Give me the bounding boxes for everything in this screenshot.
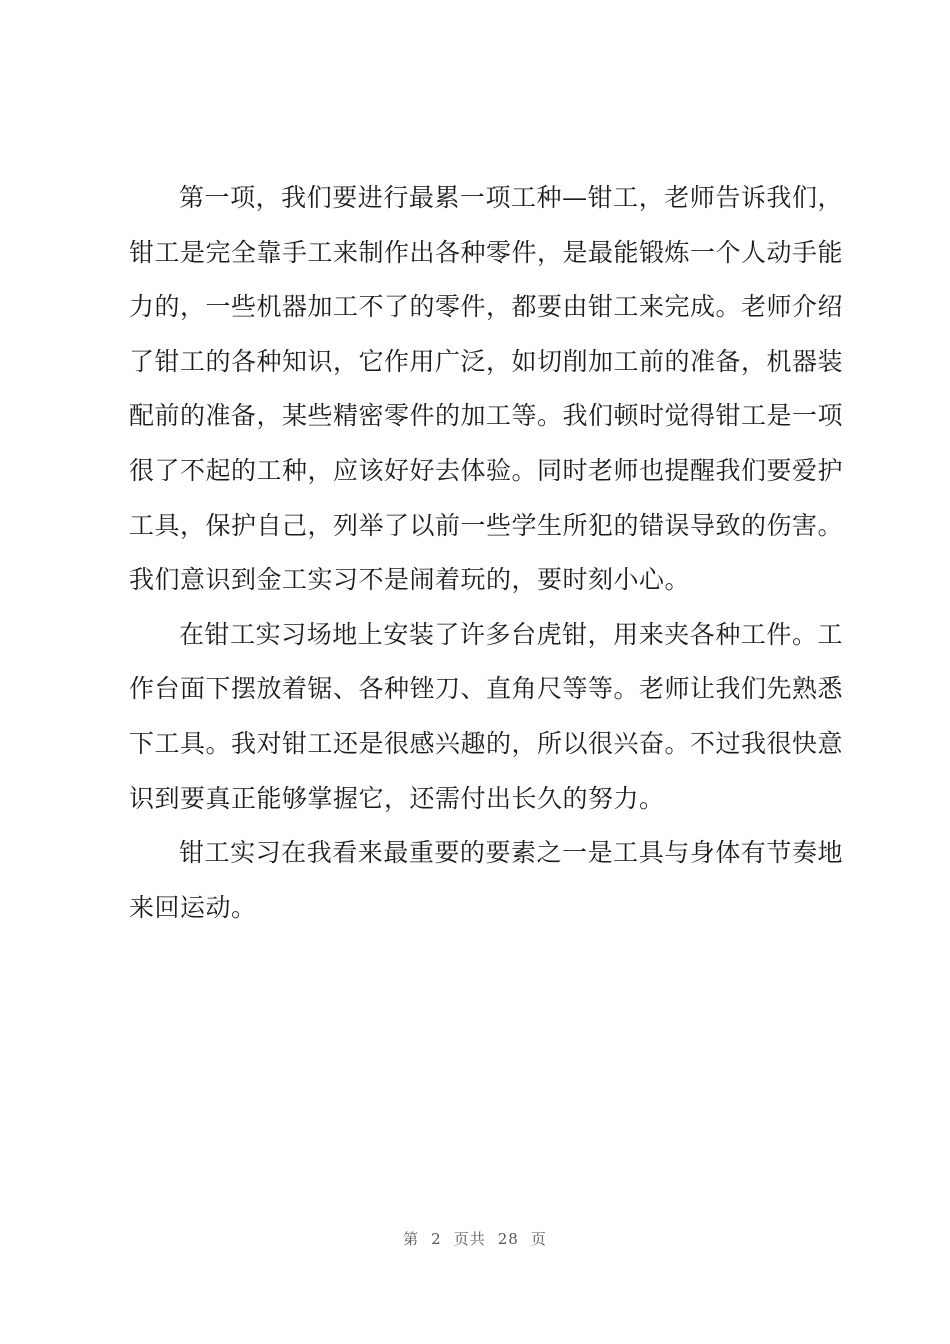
footer-middle: 页共 (453, 1230, 486, 1248)
document-body (129, 171, 843, 935)
footer-current-page: 2 (431, 1230, 442, 1248)
paragraph-1: 第一项，我们要进行最累一项工种—钳工，老师告诉我们，钳工是完全靠手工来制作出各种零件，是最能锻炼一个人动手能力的，一些机器加工不了的零件，都要由钳工来完成。老师介绍了钳工的各种知识，它作用广泛，如切削加工前的准备，机器装配前的准备，某些精密零件的加工等。我们顿时觉得钳工是一项很了不起的工种，应该好好去体验。同时老师也提醒我们要爱护工具，保护自己，列举了以前一些学生所犯的错误导致的伤害。我们意识到金工实习不是闹着玩的，要时刻小心。 (129, 183, 844, 595)
footer-total-pages: 28 (497, 1230, 519, 1248)
footer-prefix: 第 (403, 1230, 420, 1248)
footer-suffix: 页 (530, 1230, 547, 1248)
page-footer (0, 1228, 950, 1249)
paragraph-3: 钳工实习在我看来最重要的要素之一是工具与身体有节奏地来回运动。 (129, 838, 843, 922)
paragraph-2: 在钳工实习场地上安装了许多台虎钳，用来夹各种工件。工作台面下摆放着锯、各种锉刀、直角尺等等。老师让我们先熟悉下工具。我对钳工还是很感兴趣的，所以很兴奋。不过我很快意识到要真正能够掌握它，还需付出长久的努力。 (129, 619, 844, 813)
